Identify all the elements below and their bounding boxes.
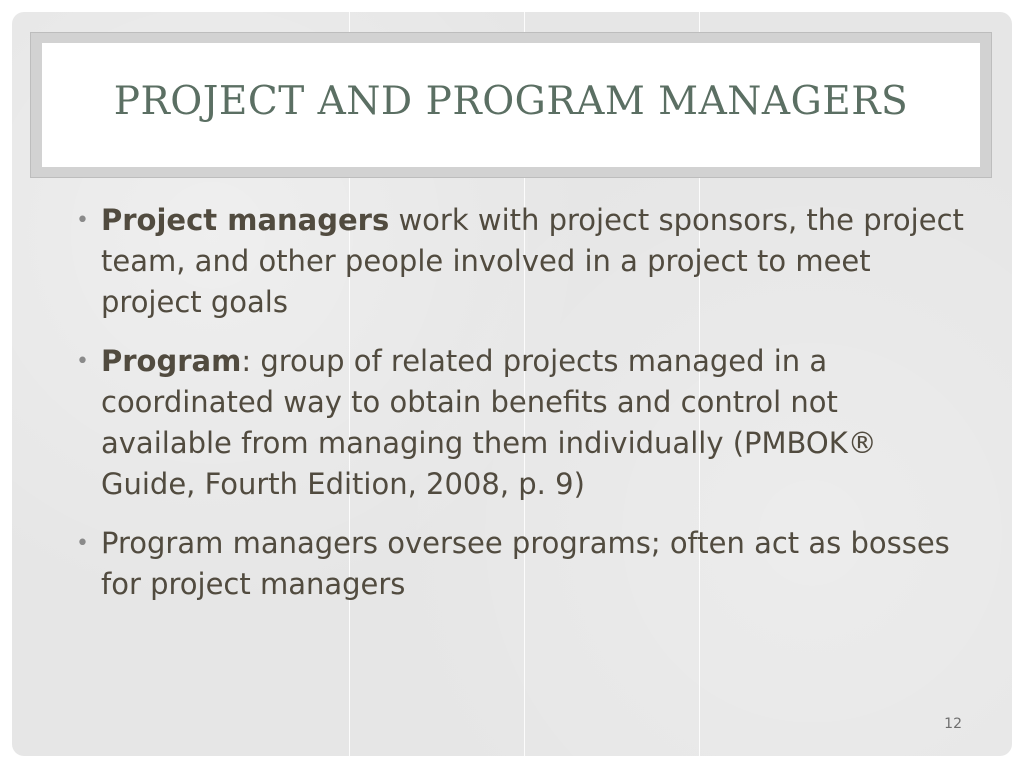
bullet-text: Program managers oversee programs; often act as bosses for project managers xyxy=(101,526,950,601)
slide-title: PROJECT AND PROGRAM MANAGERS xyxy=(113,78,909,124)
bullet-term: Project managers xyxy=(101,203,390,237)
bullet-item xyxy=(72,200,972,323)
title-box xyxy=(42,43,980,167)
bullet-term: Program xyxy=(101,344,242,378)
bullet-icon: • xyxy=(76,208,89,233)
bullet-text: work with project sponsors, the project team, and other people involved in a project to meet project goals xyxy=(101,203,964,319)
slide xyxy=(12,12,1012,756)
bullet-icon: • xyxy=(76,349,89,374)
bullet-item xyxy=(72,523,972,605)
bullet-text: : group of related projects managed in a coordinated way to obtain benefits and control not available from managing them individually (PMBOK® Guide, Fourth Edition, 2008, p. 9) xyxy=(101,344,877,501)
bullet-list xyxy=(72,200,972,623)
bullet-icon: • xyxy=(76,531,89,556)
title-frame xyxy=(30,32,992,178)
bullet-item xyxy=(72,341,972,505)
page-number: 12 xyxy=(944,716,962,732)
